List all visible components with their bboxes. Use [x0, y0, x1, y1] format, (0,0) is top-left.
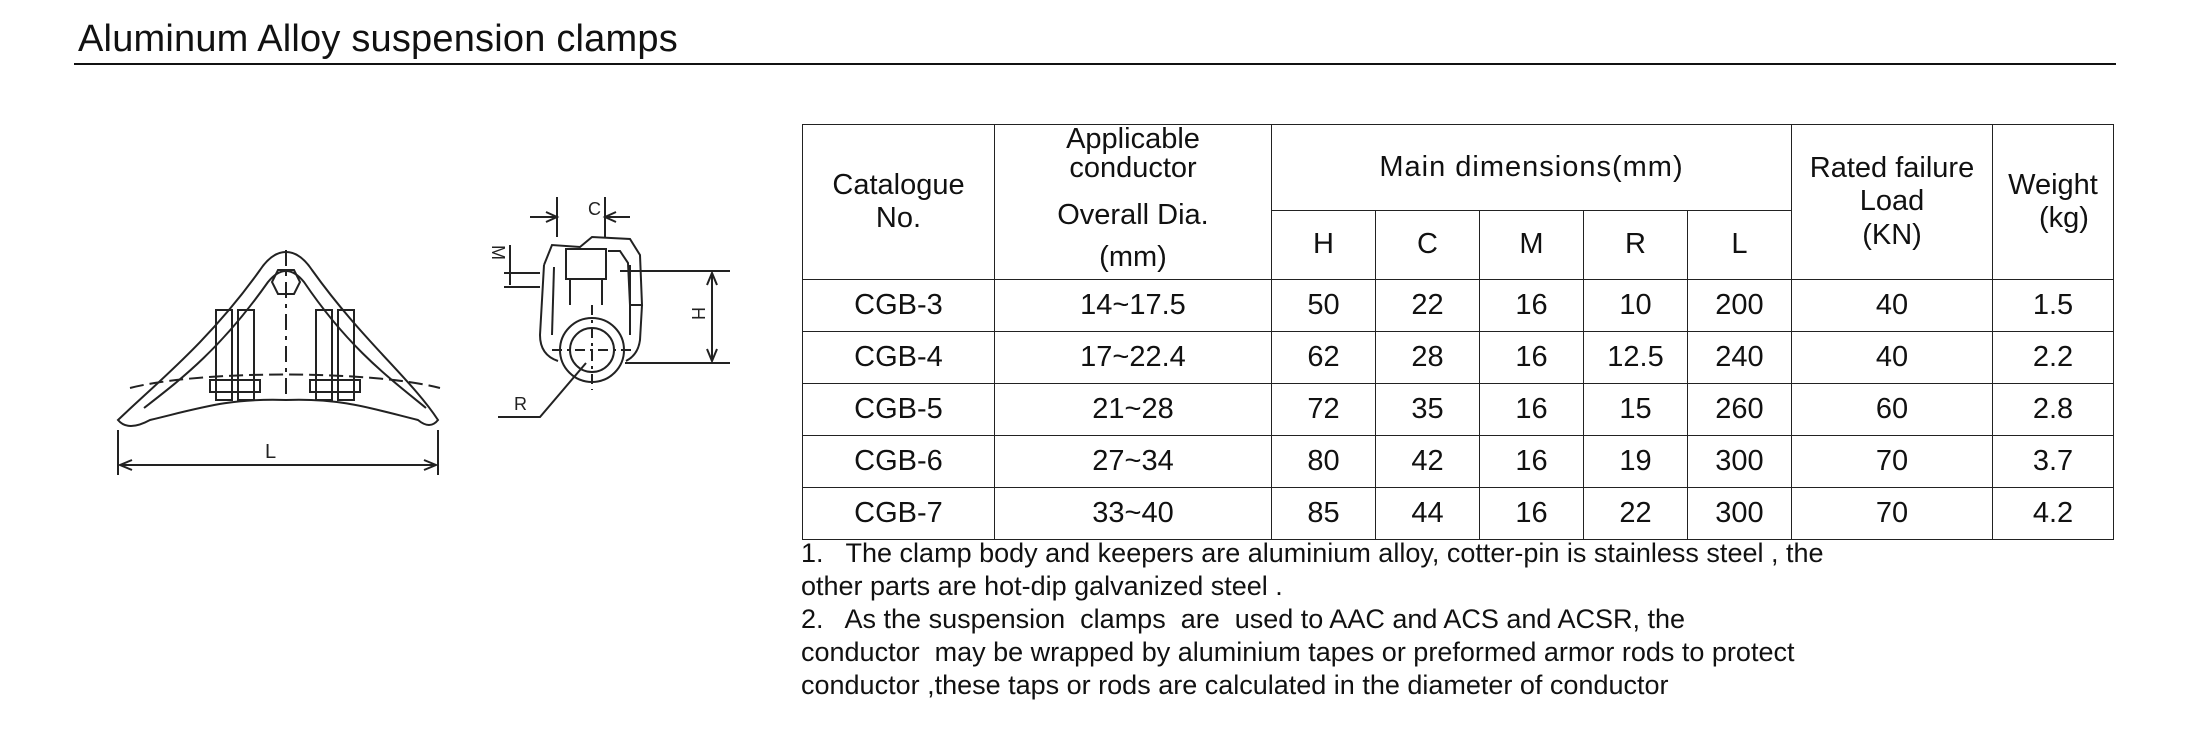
cell-catalogue: CGB-5: [803, 384, 995, 436]
cell-load: 40: [1792, 332, 1993, 384]
cell-load: 70: [1792, 488, 1993, 540]
cell-m: 16: [1480, 332, 1584, 384]
header-weight-line1: Weight: [2008, 168, 2098, 201]
title-underline: [74, 63, 2116, 65]
cell-r: 10: [1584, 280, 1688, 332]
header-load-line1: Rated failure: [1809, 152, 1975, 185]
cell-dia: 17~22.4: [995, 332, 1272, 384]
cell-h: 62: [1272, 332, 1376, 384]
dimension-h-label: H: [688, 307, 708, 320]
cell-m: 16: [1480, 384, 1584, 436]
clamp-side-view-drawing: [480, 185, 750, 425]
header-weight: [1993, 125, 2114, 280]
cell-l: 300: [1688, 436, 1792, 488]
header-dim-l: L: [1688, 210, 1792, 279]
header-load-line2: Load: [1859, 185, 1925, 218]
header-dim-m: M: [1480, 210, 1584, 279]
cell-weight: 3.7: [1993, 436, 2114, 488]
note1-line1: 1. The clamp body and keepers are aluminium alloy, cotter-pin is stainless steel , the: [801, 538, 1824, 568]
cell-h: 85: [1272, 488, 1376, 540]
table-row: [803, 332, 2114, 384]
dimension-c-label: C: [588, 199, 601, 219]
header-catalogue-no: [803, 125, 995, 280]
cell-l: 200: [1688, 280, 1792, 332]
cell-dia: 33~40: [995, 488, 1272, 540]
cell-catalogue: CGB-6: [803, 436, 995, 488]
dimension-l-label: L: [265, 441, 277, 463]
cell-r: 19: [1584, 436, 1688, 488]
table-row: [803, 280, 2114, 332]
cell-m: 16: [1480, 488, 1584, 540]
cell-weight: 2.8: [1993, 384, 2114, 436]
header-conductor-line2: conductor: [1069, 152, 1197, 184]
cell-catalogue: CGB-7: [803, 488, 995, 540]
cell-h: 80: [1272, 436, 1376, 488]
cell-m: 16: [1480, 436, 1584, 488]
dimension-r-label: R: [514, 394, 527, 414]
cell-dia: 21~28: [995, 384, 1272, 436]
cell-weight: 2.2: [1993, 332, 2114, 384]
note2-line1: 2. As the suspension clamps are used to AAC and ACS and ACSR, the: [801, 604, 1686, 634]
cell-r: 22: [1584, 488, 1688, 540]
table-row: [803, 436, 2114, 488]
header-rated-failure-load: [1792, 125, 1993, 280]
cell-dia: 14~17.5: [995, 280, 1272, 332]
cell-load: 40: [1792, 280, 1993, 332]
cell-catalogue: CGB-3: [803, 280, 995, 332]
header-conductor-line3: Overall Dia.: [1057, 199, 1209, 231]
cell-h: 72: [1272, 384, 1376, 436]
header-weight-line2: (kg): [2039, 202, 2089, 235]
cell-catalogue: CGB-4: [803, 332, 995, 384]
page-title: Aluminum Alloy suspension clamps: [78, 18, 678, 60]
note2-line3: conductor ,these taps or rods are calculated in the diameter of conductor: [801, 670, 1669, 700]
header-load-line3: (KN): [1862, 218, 1922, 251]
cell-dia: 27~34: [995, 436, 1272, 488]
cell-c: 28: [1376, 332, 1480, 384]
cell-weight: 4.2: [1993, 488, 2114, 540]
cell-h: 50: [1272, 280, 1376, 332]
header-conductor-line4: (mm): [1099, 240, 1167, 273]
header-dim-h: H: [1272, 210, 1376, 279]
cell-l: 300: [1688, 488, 1792, 540]
cell-c: 35: [1376, 384, 1480, 436]
note2-line2: conductor may be wrapped by aluminium tapes or preformed armor rods to protect: [801, 637, 1795, 667]
cell-load: 70: [1792, 436, 1993, 488]
cell-l: 240: [1688, 332, 1792, 384]
cell-l: 260: [1688, 384, 1792, 436]
header-dim-r: R: [1584, 210, 1688, 279]
cell-m: 16: [1480, 280, 1584, 332]
header-main-dimensions: Main dimensions(mm): [1272, 125, 1792, 211]
specification-table: [802, 124, 2114, 540]
header-catalogue-line1: Catalogue: [832, 168, 965, 201]
clamp-front-view-drawing: [100, 230, 460, 490]
cell-weight: 1.5: [1993, 280, 2114, 332]
cell-load: 60: [1792, 384, 1993, 436]
header-applicable-conductor: [995, 125, 1272, 280]
cell-c: 42: [1376, 436, 1480, 488]
cell-r: 12.5: [1584, 332, 1688, 384]
header-dim-c: C: [1376, 210, 1480, 279]
notes: [801, 537, 2101, 702]
table-row: [803, 384, 2114, 436]
table-row: [803, 488, 2114, 540]
header-conductor-line1: Applicable: [1066, 123, 1200, 155]
note1-line2: other parts are hot-dip galvanized steel .: [801, 571, 1283, 601]
dimension-m-label: M: [488, 245, 508, 260]
cell-c: 44: [1376, 488, 1480, 540]
cell-c: 22: [1376, 280, 1480, 332]
cell-r: 15: [1584, 384, 1688, 436]
header-catalogue-line2: No.: [875, 202, 922, 235]
